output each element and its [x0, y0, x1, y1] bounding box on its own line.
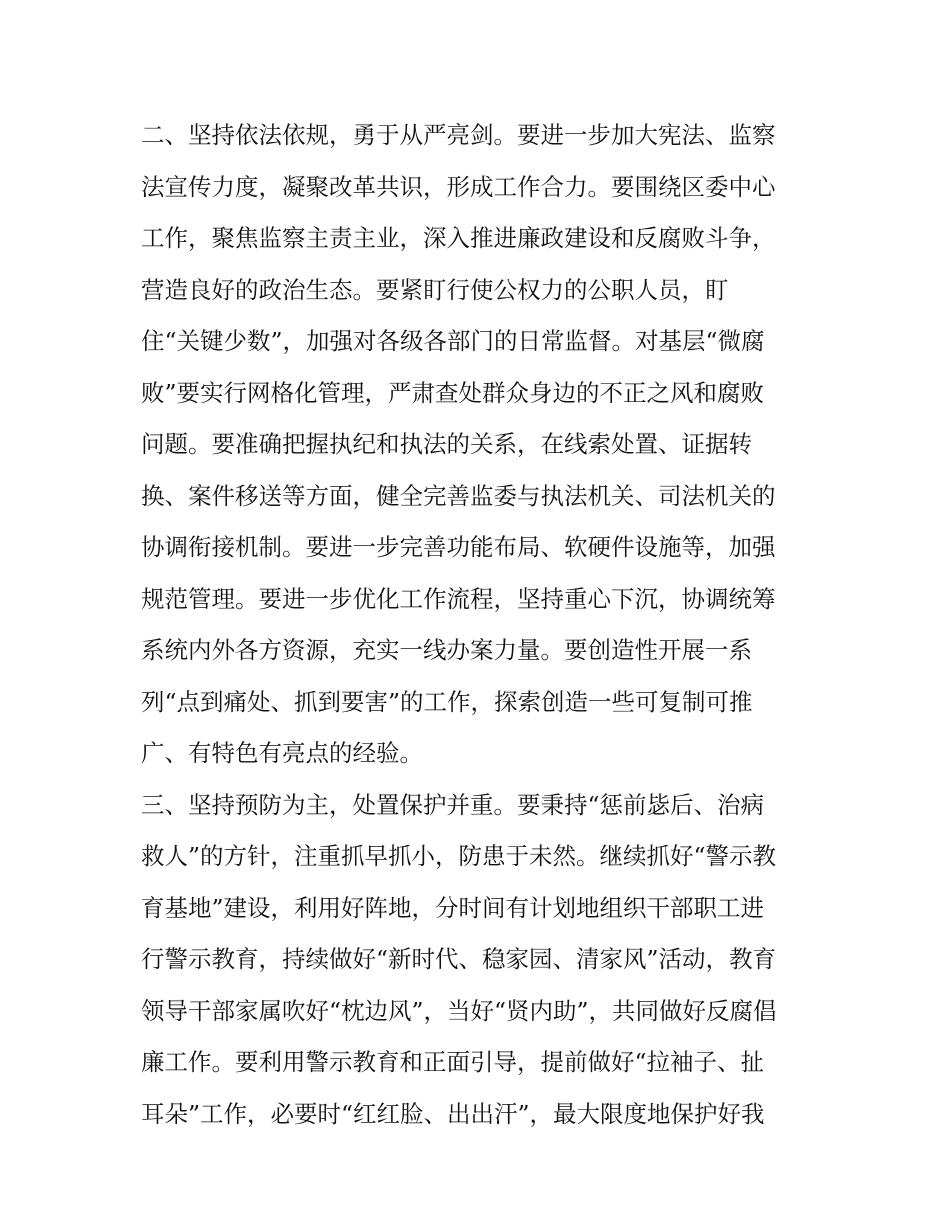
text-line: 行警示教育，持续做好“新时代、稳家园、清家风”活动，教育 — [141, 945, 777, 973]
text-line: 工作，聚焦监察主责主业，深入推进廉政建设和反腐败斗争， — [141, 224, 776, 252]
text-line: 住“关键少数”，加强对各级各部门的日常监督。对基层“微腐 — [141, 327, 765, 355]
text-line: 问题。要准确把握执纪和执法的关系，在线索处置、证据转 — [141, 430, 752, 458]
text-line: 规范管理。要进一步优化工作流程，坚持重心下沉，协调统筹 — [141, 584, 776, 613]
text-line: 三、坚持预防为主，处置保护并重。要秉持“惩前毖后、治病 — [141, 790, 765, 819]
text-line: 领导干部家属吹好“枕边风”，当好“贤内助”，共同做好反腐倡 — [141, 996, 777, 1025]
text-line: 列“点到痛处、抓到要害”的工作，探索创造一些可复制可推 — [141, 687, 753, 716]
text-line: 法宣传力度，凝聚改革共识，形成工作合力。要围绕区委中心 — [141, 172, 776, 201]
text-line: 二、坚持依法依规，勇于从严亮剑。要进一步加大宪法、监察 — [141, 121, 776, 149]
text-line: 换、案件移送等方面，健全完善监委与执法机关、司法机关的 — [141, 481, 776, 510]
text-line: 系统内外各方资源，充实一线办案力量。要创造性开展一系 — [141, 636, 752, 664]
text-line: 育基地”建设，利用好阵地，分时间有计划地组织干部职工进 — [141, 893, 765, 922]
text-line: 协调衔接机制。要进一步完善功能布局、软硬件设施等，加强 — [141, 533, 776, 561]
text-line: 耳朵”工作，必要时“红红脸、出出汗”，最大限度地保护好我 — [141, 1099, 765, 1128]
text-line: 败”要实行网格化管理，严肃查处群众身边的不正之风和腐败 — [141, 378, 765, 407]
document-body — [141, 110, 841, 1140]
text-line: 广、有特色有亮点的经验。 — [141, 739, 423, 767]
text-line: 营造良好的政治生态。要紧盯行使公权力的公职人员，盯 — [141, 275, 729, 304]
text-line: 救人”的方针，注重抓早抓小，防患于未然。继续抓好“警示教 — [141, 842, 777, 870]
text-line: 廉工作。要利用警示教育和正面引导，提前做好“拉袖子、扯 — [141, 1048, 765, 1076]
